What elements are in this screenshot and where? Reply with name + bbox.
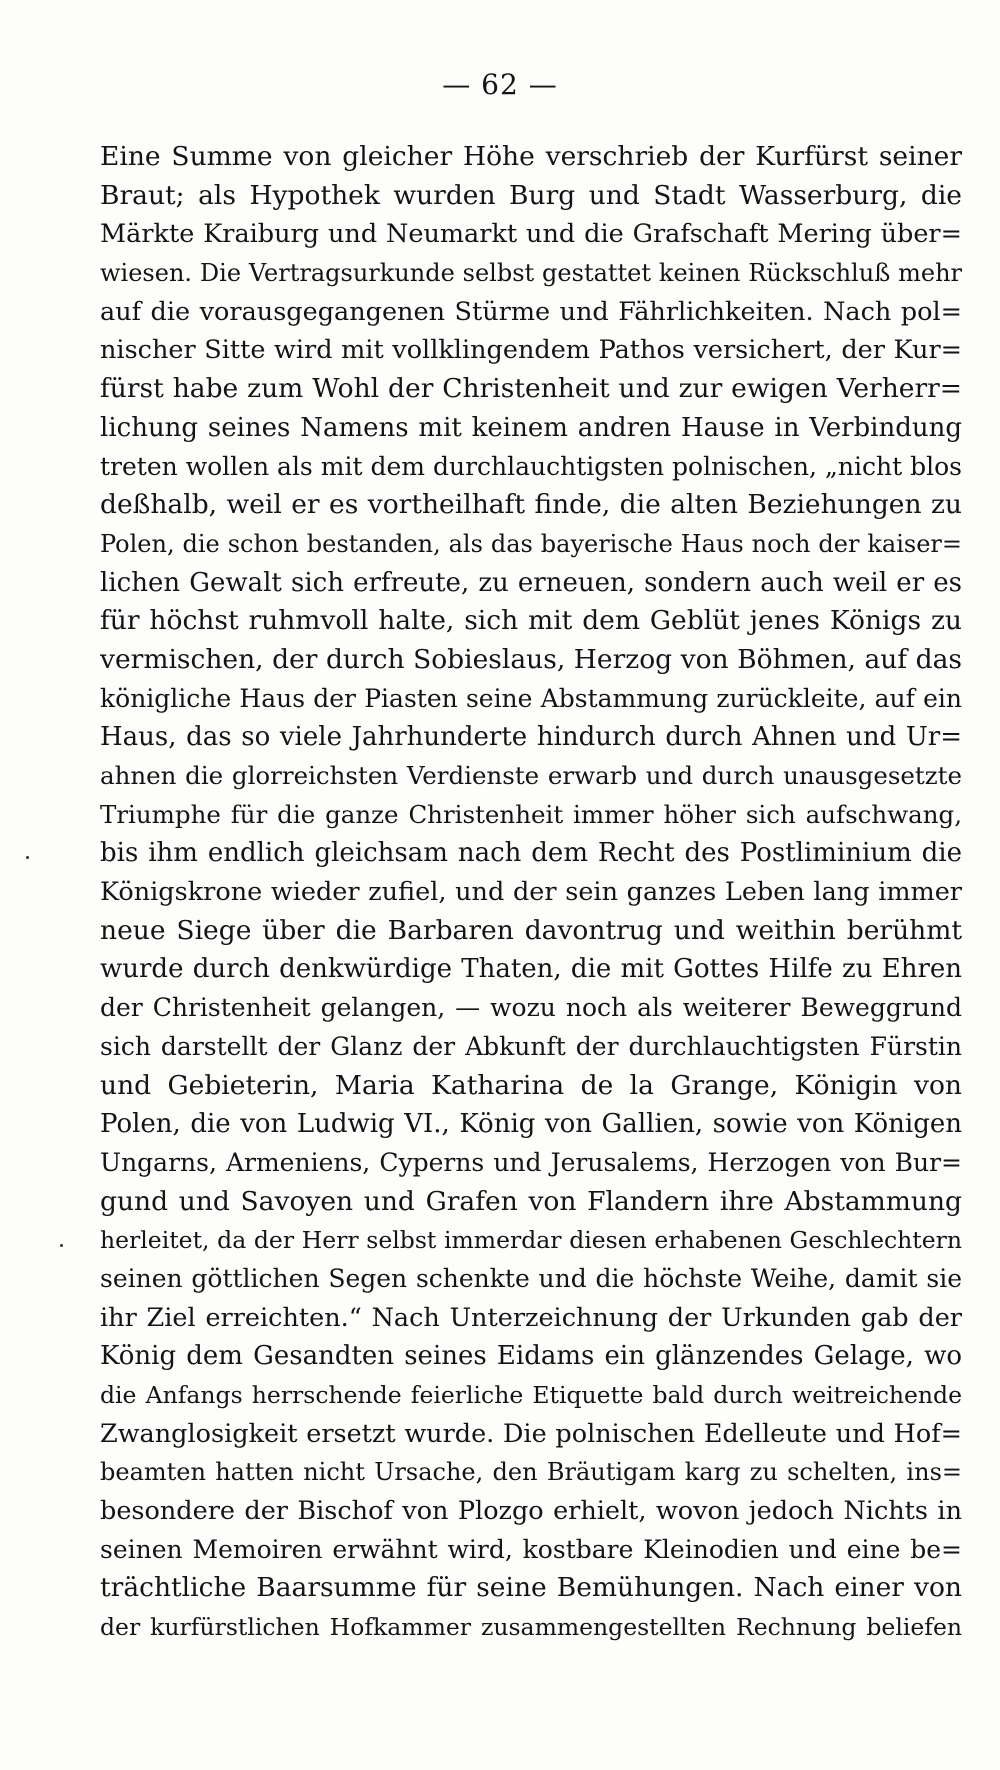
text-line: Eine Summe von gleicher Höhe verschrieb der Kurfürst seiner bbox=[100, 141, 962, 172]
text-line: ahnen die glorreichsten Verdienste erwarb und durch unausgesetzte bbox=[100, 761, 962, 790]
text-line: treten wollen als mit dem durchlauchtigsten polnischen, „nicht blos bbox=[100, 451, 962, 481]
text-line: Triumphe für die ganze Christenheit immer höher sich aufschwang, bbox=[100, 799, 962, 829]
text-line: königliche Haus der Piasten seine Abstammung zurückleite, auf ein bbox=[100, 683, 962, 713]
text-line: fürst habe zum Wohl der Christenheit und zur ewigen Verherr= bbox=[100, 373, 962, 405]
text-line: Haus, das so viele Jahrhunderte hindurch durch Ahnen und Ur= bbox=[100, 722, 962, 753]
ink-speck bbox=[60, 1244, 63, 1247]
text-line: trächtliche Baarsumme für seine Bemühungen. Nach einer von bbox=[100, 1572, 962, 1604]
text-line: gund und Savoyen und Grafen von Flandern ihre Abstammung bbox=[100, 1185, 962, 1217]
text-line: neue Siege über die Barbaren davontrug und weithin berühmt bbox=[100, 914, 962, 946]
text-line: der Christenheit gelangen, — wozu noch als weiterer Beweggrund bbox=[100, 993, 962, 1023]
body-text bbox=[100, 138, 962, 1647]
text-line: Märkte Kraiburg und Neumarkt und die Grafschaft Mering über= bbox=[100, 219, 962, 250]
text-line: wiesen. Die Vertragsurkunde selbst gestattet keinen Rückschluß mehr bbox=[100, 259, 962, 288]
text-line: vermischen, der durch Sobieslaus, Herzog von Böhmen, auf das bbox=[100, 643, 962, 675]
page-number: — 62 — bbox=[442, 68, 558, 101]
text-line: für höchst ruhmvoll halte, sich mit dem Geblüt jenes Königs zu bbox=[100, 605, 962, 637]
text-line: König dem Gesandten seines Eidams ein glänzendes Gelage, wo bbox=[100, 1341, 962, 1372]
text-line: wurde durch denkwürdige Thaten, die mit Gottes Hilfe zu Ehren bbox=[100, 954, 962, 985]
text-line: Braut; als Hypothek wurden Burg und Stadt Wasserburg, die bbox=[100, 179, 962, 211]
text-line: Polen, die schon bestanden, als das bayerische Haus noch der kaiser= bbox=[100, 529, 962, 558]
text-line: die Anfangs herrschende feierliche Etiquette bald durch weitreichende bbox=[100, 1381, 962, 1409]
text-line: Zwanglosigkeit ersetzt wurde. Die polnischen Edelleute und Hof= bbox=[100, 1418, 962, 1449]
text-line: bis ihm endlich gleichsam nach dem Recht des Postliminium die bbox=[100, 838, 962, 869]
text-line: seinen göttlichen Segen schenkte und die höchste Weihe, damit sie bbox=[100, 1263, 962, 1293]
text-line: ihr Ziel erreichten.“ Nach Unterzeichnung der Urkunden gab der bbox=[100, 1302, 962, 1333]
text-line: Königskrone wieder zufiel, und der sein ganzes Leben lang immer bbox=[100, 877, 962, 908]
text-line: auf die vorausgegangenen Stürme und Fährlichkeiten. Nach pol= bbox=[100, 296, 962, 327]
text-line: beamten hatten nicht Ursache, den Bräutigam karg zu schelten, ins= bbox=[100, 1458, 962, 1487]
text-line: besondere der Bischof von Plozgo erhielt, wovon jedoch Nichts in bbox=[100, 1496, 962, 1527]
text-line: der kurfürstlichen Hofkammer zusammengestellten Rechnung beliefen bbox=[100, 1613, 962, 1642]
text-line: sich darstellt der Glanz der Abkunft der durchlauchtigsten Fürstin bbox=[100, 1031, 962, 1061]
text-line: lichen Gewalt sich erfreute, zu erneuen, sondern auch weil er es bbox=[100, 567, 962, 598]
text-line: seinen Memoiren erwähnt wird, kostbare Kleinodien und eine be= bbox=[100, 1534, 962, 1564]
text-line: und Gebieterin, Maria Katharina de la Grange, Königin von bbox=[100, 1069, 962, 1101]
text-line: lichung seines Namens mit keinem andren Hause in Verbindung bbox=[100, 412, 962, 443]
text-line: deßhalb, weil er es vortheilhaft finde, die alten Beziehungen zu bbox=[100, 489, 962, 521]
text-line: Ungarns, Armeniens, Cyperns und Jerusalems, Herzogen von Bur= bbox=[100, 1147, 962, 1177]
text-line: herleitet, da der Herr selbst immerdar diesen erhabenen Geschlechtern bbox=[100, 1226, 962, 1255]
text-line: nischer Sitte wird mit vollklingendem Pathos versichert, der Kur= bbox=[100, 335, 962, 366]
ink-speck bbox=[26, 856, 29, 859]
text-line: Polen, die von Ludwig VI., König von Gallien, sowie von Königen bbox=[100, 1109, 962, 1140]
